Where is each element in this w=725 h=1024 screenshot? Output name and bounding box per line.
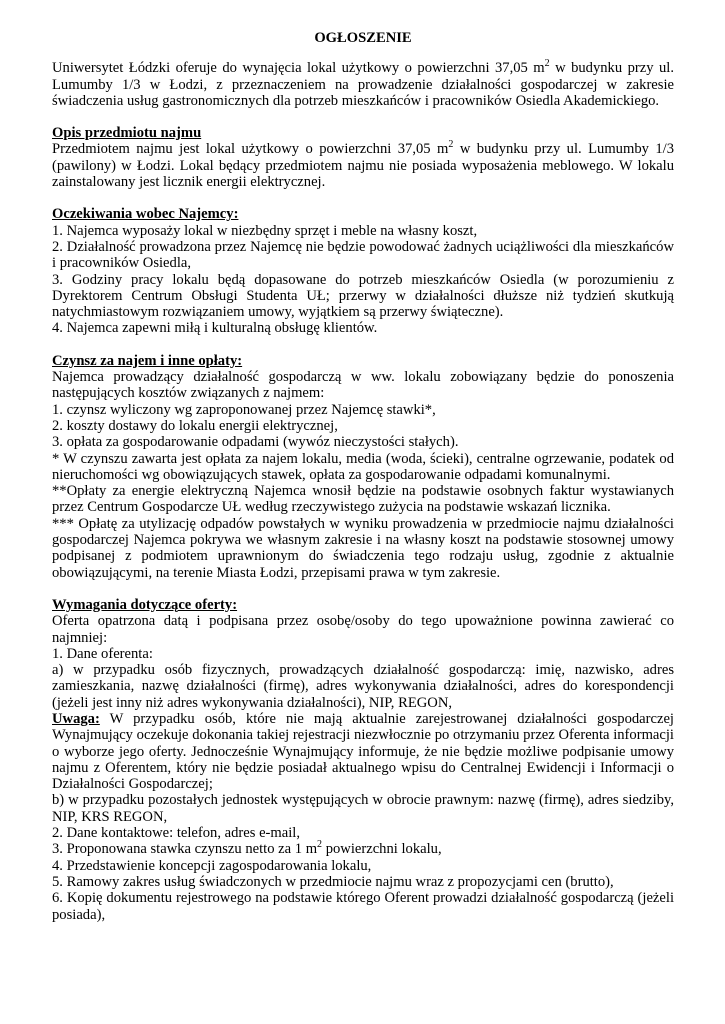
requirements-item: a) w przypadku osób fizycznych, prowadzących działalność gospodarczą: imię, nazwisko, adres zamieszkania, nazwę działalności (firmę), adres wykonywania działalności, adres do korespondencji (jeżeli jest inny niż adres wykonywania działalności), NIP, REGON, [52,662,674,711]
subject-section [52,125,674,190]
note-label: Uwaga: [52,710,100,727]
intro-superscript: 2 [544,58,550,70]
rent-intro: Najemca prowadzący działalność gospodarczą w ww. lokalu zobowiązany będzie do ponoszenia następujących kosztów związanych z najmem: [52,369,674,402]
intro-text-start: Uniwersytet Łódzki oferuje do wynajęcia lokal użytkowy o powierzchni 37,05 m [52,60,545,77]
requirements-item: 5. Ramowy zakres usług świadczonych w przedmiocie najmu wraz z propozycjami cen (brutto), [52,873,614,890]
rent-heading: Czynsz za najem i inne opłaty: [52,352,243,369]
rent-note: *** Opłatę za utylizację odpadów powstałych w wyniku prowadzenia w przedmiocie najmu działalności gospodarczej Najemca pokrywa we własnym zakresie i na własny koszt na podstawie stosownej umowy podpisanej z podmiotem uprawnionym do świadczenia tego rodzaju usług, zgodnie z aktualnie obowiązującymi, na terenie Miasta Łodzi, przepisami prawa w tym zakresie. [52,515,674,581]
rent-item: 3. opłata za gospodarowanie odpadami (wywóz nieczystości stałych). [52,434,459,451]
item3-superscript: 2 [317,839,323,851]
subject-paragraph [52,141,674,190]
rent-item: 2. koszty dostawy do lokalu energii elektrycznej, [52,417,338,434]
requirements-intro: Oferta opatrzona datą i podpisana przez osobę/osoby do tego upoważnione powinna zawierać co najmniej: [52,613,674,646]
item3-text-end: powierzchni lokalu, [322,841,442,858]
page-title: OGŁOSZENIE [314,30,412,46]
requirements-section [52,597,674,923]
expectations-item: 2. Działalność prowadzona przez Najemcę nie będzie powodować żadnych uciążliwości dla mieszkańców i pracowników Osiedla, [52,238,674,272]
intro-paragraph [52,60,674,109]
expectations-item: 1. Najemca wyposaży lokal w niezbędny sprzęt i meble na własny koszt, [52,222,478,239]
item3-text-start: 3. Proponowana stawka czynszu netto za 1 m [52,841,318,858]
document-page [52,30,674,923]
requirements-item: 1. Dane oferenta: [52,645,153,662]
intro-text-end: w budynku przy ul. Lumumby 1/3 w Łodzi, z przeznaczeniem na prowadzenie działalności gospodarczej w zakresie świadczenia usług gastronomicznych dla potrzeb mieszkańców i pracowników Osiedla Akademickiego. [52,60,674,109]
rent-section [52,353,674,581]
expectations-section [52,206,674,336]
rent-note: * W czynszu zawarta jest opłata za najem lokalu, media (woda, ścieki), centralne ogrzewanie, podatek od nieruchomości wg obowiązujących stawek, opłata za gospodarowanie odpadami komunalnymi. [52,450,674,483]
rent-note: **Opłaty za energie elektryczną Najemca wnosił będzie na podstawie osobnych faktur wystawianych przez Centrum Gospodarcze UŁ według rzeczywistego zużycia na podstawie wskazań licznika. [52,483,674,516]
subject-heading: Opis przedmiotu najmu [52,125,202,142]
subject-text-start: Przedmiotem najmu jest lokal użytkowy o powierzchni 37,05 m [52,141,449,158]
note-text: W przypadku osób, które nie mają aktualnie zarejestrowanej działalności gospodarczej Wynajmujący oczekuje dokonania takiej rejestracji niezwłocznie po otrzymaniu przez Oferenta informacji o wyborze jego oferty. Jednocześnie Wynajmujący informuje, że nie będzie możliwe podpisanie umowy najmu z Oferentem, który nie będzie posiadał aktualnego wpisu do Centralnej Ewidencji i Informacji o Działalności Gospodarczej; [52,710,674,793]
requirements-item: 6. Kopię dokumentu rejestrowego na podstawie którego Oferent prowadzi działalność gospodarczą (jeżeli posiada), [52,890,674,923]
requirements-item [52,841,674,857]
expectations-heading: Oczekiwania wobec Najemcy: [52,206,239,223]
subject-superscript: 2 [448,139,454,151]
requirements-note [52,711,674,792]
requirements-item: 2. Dane kontaktowe: telefon, adres e-mail, [52,825,301,842]
expectations-item: 4. Najemca zapewni miłą i kulturalną obsługę klientów. [52,320,378,337]
requirements-item: 4. Przedstawienie koncepcji zagospodarowania lokalu, [52,857,372,874]
requirements-heading: Wymagania dotyczące oferty: [52,596,238,613]
expectations-item: 3. Godziny pracy lokalu będą dopasowane do potrzeb mieszkańców Osiedla (w porozumieniu z Dyrektorem Centrum Obsługi Studenta UŁ; przerwy w działalności dłuższe niż tydzień skutkują natychmiastowym rozwiązaniem umowy, wyjątkiem są przerwy świąteczne). [52,271,674,321]
subject-text-end: w budynku przy ul. Lumumby 1/3 (pawilony) w Łodzi. Lokal będący przedmiotem najmu nie posiada wyposażenia meblowego. W lokalu zainstalowany jest licznik energii elektrycznej. [52,141,674,191]
requirements-item: b) w przypadku pozostałych jednostek występujących w obrocie prawnym: nazwę (firmę), adres siedziby, NIP, KRS REGON, [52,792,674,825]
rent-item: 1. czynsz wyliczony wg zaproponowanej przez Najemcę stawki*, [52,401,436,418]
